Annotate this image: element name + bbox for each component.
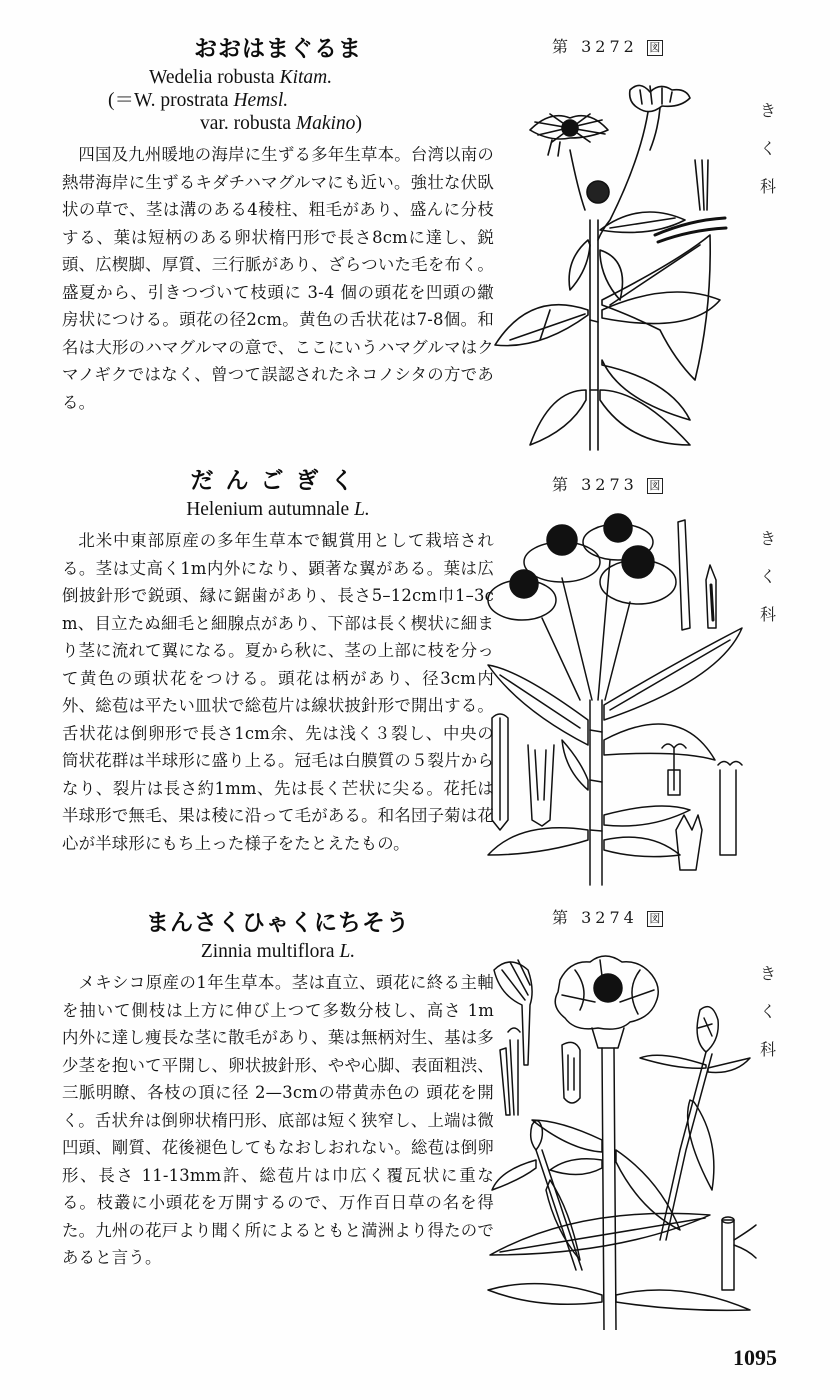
entry-wedelia — [62, 32, 494, 416]
family-label: き く 科 — [759, 964, 776, 1059]
synonym-line: (＝W. prostrata Hemsl. — [108, 90, 289, 111]
helenium-plant-drawing — [480, 500, 760, 890]
family-label: き く 科 — [759, 101, 776, 196]
figure-label-3273: 第 3273 図 — [552, 472, 663, 495]
description: 北米中東部原産の多年生草本で観賞用として栽培される。茎は丈高く1m内外になり、顕著な翼がある。葉は広倒披針形で鋭頭、縁に鋸歯があり、長さ5–12cm巾1–3cm、目立たぬ細毛と細腺点があり、下部は長く楔状に細まり茎に流れて翼になる。夏から秋に、茎の上部に枝を分って黄色の頭状花をつける。頭花は柄があり、径3cm内外、総苞は平たい皿状で総苞片は線状披針形で開出する。舌状花は倒卵形で長さ1cm余、先は浅く３裂し、中央の筒状花群は半球形に盛り上る。冠毛は白膜質の５裂片からなり、裂片は長さ約1mm、先は長く芒状に尖る。花托は半球形で無毛、果は稜に沿って毛がある。和名団子菊は花心が半球形にもち上った様子をたとえたもの。 — [62, 531, 494, 853]
japanese-name: おおはまぐるま — [194, 36, 362, 62]
figure-label-3272: 第 3272 図 — [552, 34, 663, 57]
zinnia-plant-drawing — [480, 940, 760, 1330]
figure-label-3274: 第 3274 図 — [552, 905, 663, 928]
flower-head-icon — [555, 956, 658, 1048]
wedelia-plant-drawing — [490, 60, 760, 460]
description: メキシコ原産の1年生草本。茎は直立、頭花に終る主軸を抽いて側枝は上方に伸び上つて多数分枝し、高さ 1m 内外に達し痩長な茎に散毛があり、葉は無柄対生、基は多少茎を抱いて平開し、卵状披針形、やや心脚、表面粗渋、三脈明瞭、各枝の頂に径 2—3cmの帯黄赤色の 頭花を開く。舌状弁は倒卵状楕円形、底部は短く狭窄し、上端は微凹頭、剛質、花後褪色してもなおしおれない。総苞は倒卵形、長さ 11-13mm許、総苞片は巾広く覆瓦状に重なる。枝叢に小頭花を万開するので、万作百日草の名を得た。九州の花戸より聞く所によるともと満洲より得たのであると言う。 — [62, 973, 494, 1267]
scientific-name: Wedelia robusta Kitam. — [149, 67, 333, 88]
japanese-name: だんごぎく — [190, 468, 366, 494]
description: 四国及九州暖地の海岸に生ずる多年生草本。台湾以南の熱帯海岸に生ずるキダチハマグルマにも近い。強壮な伏臥状の草で、茎は溝のある4稜柱、粗毛があり、盛んに分枝する、葉は短柄のある卵状楕円形で長さ8cmに達し、鋭頭、広楔脚、厚質、三行脈があり、ざらついた毛を布く。盛夏から、引きつづいて枝頭に 3-4 個の頭花を凹頭の繖房状につける。頭花の径2cm。黄色の舌状花は7-8個。和名は大形のハマグルマの意で、ここにいうハマグルマはクマノギクではなく、曾つて誤認されたネコノシタの方である。 — [62, 145, 494, 412]
flower-head-icon — [488, 514, 676, 620]
scientific-name: Helenium autumnale L. — [186, 499, 370, 520]
japanese-name: まんさくひゃくにちそう — [146, 910, 410, 936]
flower-head-icon — [530, 114, 608, 156]
page-number: 1095 — [733, 1345, 777, 1370]
family-label: き く 科 — [759, 529, 776, 624]
entry-zinnia — [62, 906, 494, 1272]
synonym-variety-line: var. robusta Makino) — [200, 113, 362, 134]
scientific-name: Zinnia multiflora L. — [200, 941, 356, 962]
entry-helenium — [62, 464, 494, 857]
